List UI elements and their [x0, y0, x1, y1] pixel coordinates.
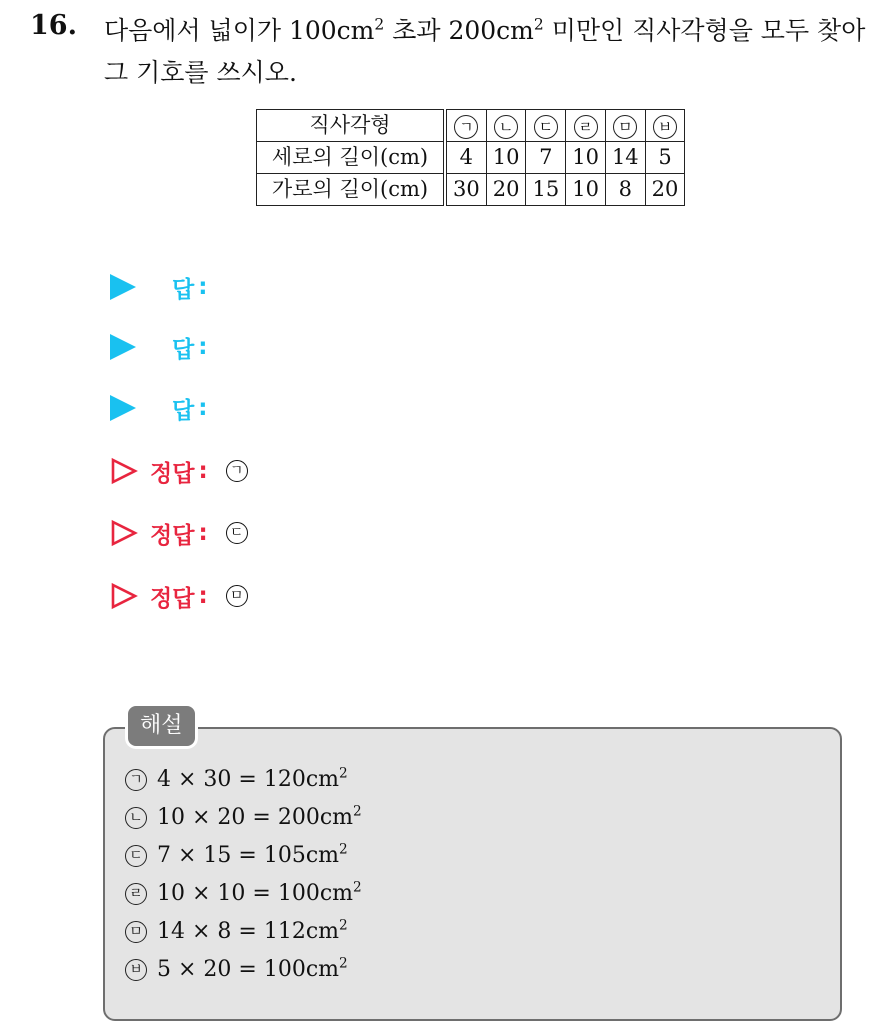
- table-cell: 20: [645, 174, 685, 206]
- symbol-circle-icon: ㅁ: [125, 921, 147, 943]
- answer-blank-row[interactable]: [110, 267, 207, 307]
- solution-expression: 4 × 30 = 120cm: [157, 767, 340, 792]
- correct-answer-label: 정답: [150, 522, 195, 549]
- correct-answer-label: 정답: [150, 460, 195, 487]
- table-cell: 5: [645, 142, 685, 174]
- answer-blank-row[interactable]: [110, 327, 207, 367]
- solution-expression: 7 × 15 = 105cm: [157, 843, 340, 868]
- solution-lines: [125, 761, 362, 989]
- question-text-part3: 미만인 직사각형을 모두 찾아 그 기호를 쓰시오.: [104, 16, 866, 87]
- outline-triangle-icon: [110, 457, 138, 485]
- correct-answer-value: ㄱ: [226, 460, 248, 482]
- solution-line: [125, 913, 362, 951]
- solution-superscript: 2: [353, 879, 362, 896]
- solution-superscript: 2: [339, 841, 348, 858]
- table-cell: 7: [526, 142, 566, 174]
- table-cell: 20: [486, 174, 526, 206]
- answer-colon: :: [198, 395, 208, 421]
- table-row: [257, 174, 685, 206]
- table-header-symbol: [526, 110, 566, 142]
- table-cell: 10: [566, 142, 606, 174]
- question-text-part1: 다음에서 넓이가 100cm: [104, 16, 375, 45]
- outline-triangle-icon: [110, 582, 138, 610]
- play-triangle-icon: [110, 334, 136, 360]
- answer-label: 답: [172, 397, 195, 424]
- outline-triangle-icon: [110, 519, 138, 547]
- table-header-symbol: [486, 110, 526, 142]
- solution-line: [125, 875, 362, 913]
- correct-answer-colon: :: [198, 583, 208, 609]
- table-header-symbol: [645, 110, 685, 142]
- answer-blank-row[interactable]: [110, 388, 207, 428]
- table-cell: 10: [566, 174, 606, 206]
- symbol-circle-icon: ㄷ: [125, 845, 147, 867]
- correct-answer-value: ㄷ: [226, 522, 248, 544]
- table-cell: 15: [526, 174, 566, 206]
- symbol-circle-icon: ㄹ: [125, 883, 147, 905]
- question-text-part2: 초과 200cm: [384, 16, 534, 45]
- table-row: [257, 142, 685, 174]
- answer-label: 답: [172, 336, 195, 363]
- correct-answer-row: [110, 513, 248, 553]
- table-header-symbol: [605, 110, 645, 142]
- answer-label: 답: [172, 276, 195, 303]
- symbol-circle-icon: ㅂ: [125, 959, 147, 981]
- correct-answer-value: ㅁ: [226, 585, 248, 607]
- symbol-circle-icon: ㄹ: [574, 115, 598, 139]
- solution-superscript: 2: [353, 803, 362, 820]
- table-header-label: 직사각형: [257, 110, 446, 142]
- question-text: [104, 10, 874, 94]
- solution-expression: 10 × 10 = 100cm: [157, 881, 354, 906]
- solution-expression: 5 × 20 = 100cm: [157, 957, 340, 982]
- correct-answer-label: 정답: [150, 585, 195, 612]
- solution-title: 해설: [128, 706, 195, 746]
- question-number: 16.: [30, 10, 77, 41]
- correct-answer-row: [110, 576, 248, 616]
- table-cell: 8: [605, 174, 645, 206]
- question-superscript-2: 2: [533, 15, 544, 34]
- solution-expression: 10 × 20 = 200cm: [157, 805, 354, 830]
- table-cell: 30: [445, 174, 486, 206]
- solution-line: [125, 951, 362, 989]
- solution-line: [125, 761, 362, 799]
- play-triangle-icon: [110, 274, 136, 300]
- table-row-label: 가로의 길이(cm): [257, 174, 446, 206]
- symbol-circle-icon: ㄱ: [125, 769, 147, 791]
- symbol-circle-icon: ㄷ: [534, 115, 558, 139]
- table-cell: 4: [445, 142, 486, 174]
- solution-superscript: 2: [339, 955, 348, 972]
- table-header-symbol: [445, 110, 486, 142]
- solution-expression: 14 × 8 = 112cm: [157, 919, 340, 944]
- solution-superscript: 2: [339, 917, 348, 934]
- symbol-circle-icon: ㅂ: [653, 115, 677, 139]
- answer-colon: :: [198, 274, 208, 300]
- correct-answer-colon: :: [198, 520, 208, 546]
- solution-line: [125, 799, 362, 837]
- table-row-label: 세로의 길이(cm): [257, 142, 446, 174]
- question-superscript-1: 2: [374, 15, 385, 34]
- table-header-symbol: [566, 110, 606, 142]
- table-header-row: [257, 110, 685, 142]
- table-cell: 10: [486, 142, 526, 174]
- symbol-circle-icon: ㅁ: [613, 115, 637, 139]
- correct-answer-row: [110, 451, 248, 491]
- rectangle-table: [256, 109, 685, 206]
- symbol-circle-icon: ㄴ: [125, 807, 147, 829]
- symbol-circle-icon: ㄱ: [454, 115, 478, 139]
- symbol-circle-icon: ㄴ: [494, 115, 518, 139]
- correct-answer-colon: :: [198, 458, 208, 484]
- solution-line: [125, 837, 362, 875]
- table-cell: 14: [605, 142, 645, 174]
- play-triangle-icon: [110, 395, 136, 421]
- solution-superscript: 2: [339, 765, 348, 782]
- answer-colon: :: [198, 334, 208, 360]
